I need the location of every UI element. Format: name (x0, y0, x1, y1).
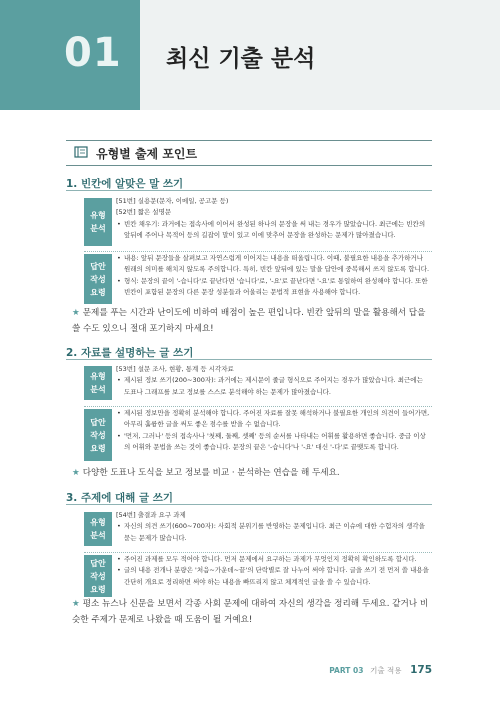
writing-content (116, 408, 430, 453)
writing-bullet: • '먼저, 그러나' 등의 접속사나 '첫째, 둘째, 셋째' 등의 순서를 나타내는 어휘를 활용하면 좋습니다. 중급 이상의 어휘와 문법을 쓰는 것이 좋습니다. 문장의 끝은 '-습니다'나 '-요' 대신 '-다'로 끝맺도록 합니다. (116, 431, 430, 454)
section-title: 1. 빈칸에 알맞은 말 쓰기 (66, 178, 184, 190)
section-divider (66, 504, 432, 505)
analysis-bullet: • 제시된 정보 쓰기(200~300자): 과거에는 제시문이 줄글 형식으로 주어지는 경우가 많았습니다. 최근에는 도표나 그래프를 보고 정보를 스스로 분석해야 하는 문제가 많아졌습니다. (116, 375, 430, 398)
tip-text: 평소 뉴스나 신문을 보면서 각종 사회 문제에 대하여 자신의 생각을 정리해 두세요. 같거나 비슷한 주제가 문제로 나왔을 때 도움이 될 거예요! (72, 599, 429, 625)
page-footer (329, 664, 432, 676)
section-1-table (84, 196, 432, 306)
section-3-table (84, 510, 432, 600)
footer-part: PART 03 (329, 666, 364, 675)
row-divider (84, 552, 432, 553)
section-divider (66, 190, 432, 191)
writing-label: 답안 작성 요령 (84, 254, 112, 304)
section-title: 2. 자료를 설명하는 글 쓰기 (66, 347, 194, 359)
tip-text: 다양한 도표나 도식을 보고 정보를 비교 · 분석하는 연습을 해 두세요. (82, 468, 340, 478)
writing-bullet: • 글의 내용 전개나 분량은 '처음~가운데~끝'의 단락별로 잘 나누어 써야 합니다. 글을 쓰기 전 먼저 쓸 내용을 간단히 개요로 정리하면 써야 하는 내용을 빠뜨리지 않고 체계적인 글을 쓸 수 있습니다. (116, 565, 430, 588)
chapter-header (0, 0, 500, 110)
row-divider (84, 251, 432, 252)
notebook-icon (74, 146, 88, 158)
tip (72, 597, 432, 628)
row-divider (84, 406, 432, 407)
writing-bullet: • 주어진 과제를 모두 적어야 합니다. 먼저 문제에서 요구하는 과제가 무엇인지 정확히 확인하도록 합시다. (116, 554, 430, 565)
analysis-label: 유형 분석 (84, 366, 112, 400)
tip (72, 466, 432, 482)
writing-label: 답안 작성 요령 (84, 409, 112, 461)
type-points-box (66, 140, 432, 166)
analysis-bullet: • 자신의 의견 쓰기(600~700자): 사회적 분위기를 반영하는 문제입니다. 최근 이슈에 대한 수험자의 생각을 묻는 문제가 많습니다. (116, 521, 430, 544)
writing-bullet: • 형식: 문장의 끝이 '-습니다'로 끝난다면 '습니다'로, '-요'로 끝난다면 '-요'로 통일하여 완성해야 합니다. 또한 빈칸이 포함된 문장의 다른 문장 성분들과 어울리는 문법적 표현을 사용해야 합니다. (116, 276, 430, 299)
writing-content (116, 554, 430, 588)
writing-content (116, 253, 430, 298)
analysis-line: [53번] 설문 조사, 현황, 통계 등 시각자료 (116, 365, 234, 373)
section-title: 3. 주제에 대해 글 쓰기 (66, 492, 174, 504)
star-icon: ★ (72, 468, 80, 478)
analysis-content (116, 510, 430, 544)
writing-bullet: • 내용: 앞뒤 문장들을 살펴보고 자연스럽게 이어지는 내용을 떠올립니다. 이때, 불필요한 내용을 추가하거나 원래의 의미를 해치지 않도록 주의합니다. 특히, 빈칸 앞뒤에 있는 말을 답안에 중복해서 쓰지 않도록 합니다. (116, 253, 430, 276)
tip (72, 306, 432, 337)
analysis-label: 유형 분석 (84, 512, 112, 546)
analysis-bullet: • 빈칸 채우기: 과거에는 접속사에 이어서 완성된 하나의 문장을 써 내는 경우가 많았습니다. 최근에는 빈칸의 앞뒤에 주어나 목적어 등의 길잡이 말이 있고 이에 맞추어 문장을 완성하는 문제가 많아졌습니다. (116, 219, 430, 242)
chapter-number: 01 (64, 30, 122, 76)
star-icon: ★ (72, 599, 80, 609)
section-divider (66, 359, 432, 360)
page-number: 175 (410, 664, 432, 676)
writing-bullet: • 제시된 정보만을 정확히 분석해야 합니다. 주어진 자료를 잘못 해석하거나 불필요한 개인의 의견이 들어가면, 아무리 훌륭한 글을 써도 좋은 점수를 받을 수 없습니다. (116, 408, 430, 431)
analysis-content (116, 364, 430, 398)
analysis-line: [51번] 실용문(문자, 이메일, 공고문 등) (116, 197, 229, 205)
star-icon: ★ (72, 308, 80, 318)
writing-label: 답안 작성 요령 (84, 555, 112, 597)
section-2-table (84, 364, 432, 466)
analysis-label: 유형 분석 (84, 198, 112, 246)
footer-subtitle: 기출 적용 (370, 666, 402, 675)
chapter-title: 최신 기출 분석 (166, 46, 316, 72)
analysis-line: [52번] 짧은 설명문 (116, 208, 172, 217)
analysis-line: [54번] 출결과 요구 과제 (116, 511, 186, 519)
type-points-label: 유형별 출제 포인트 (96, 147, 198, 161)
tip-text: 문제를 푸는 시간과 난이도에 비하여 배점이 높은 편입니다. 빈칸 앞뒤의 말을 활용해서 답을 쓸 수도 있으니 절대 포기하지 마세요! (72, 308, 426, 334)
analysis-content (116, 196, 430, 241)
chapter-number-panel (0, 0, 140, 110)
